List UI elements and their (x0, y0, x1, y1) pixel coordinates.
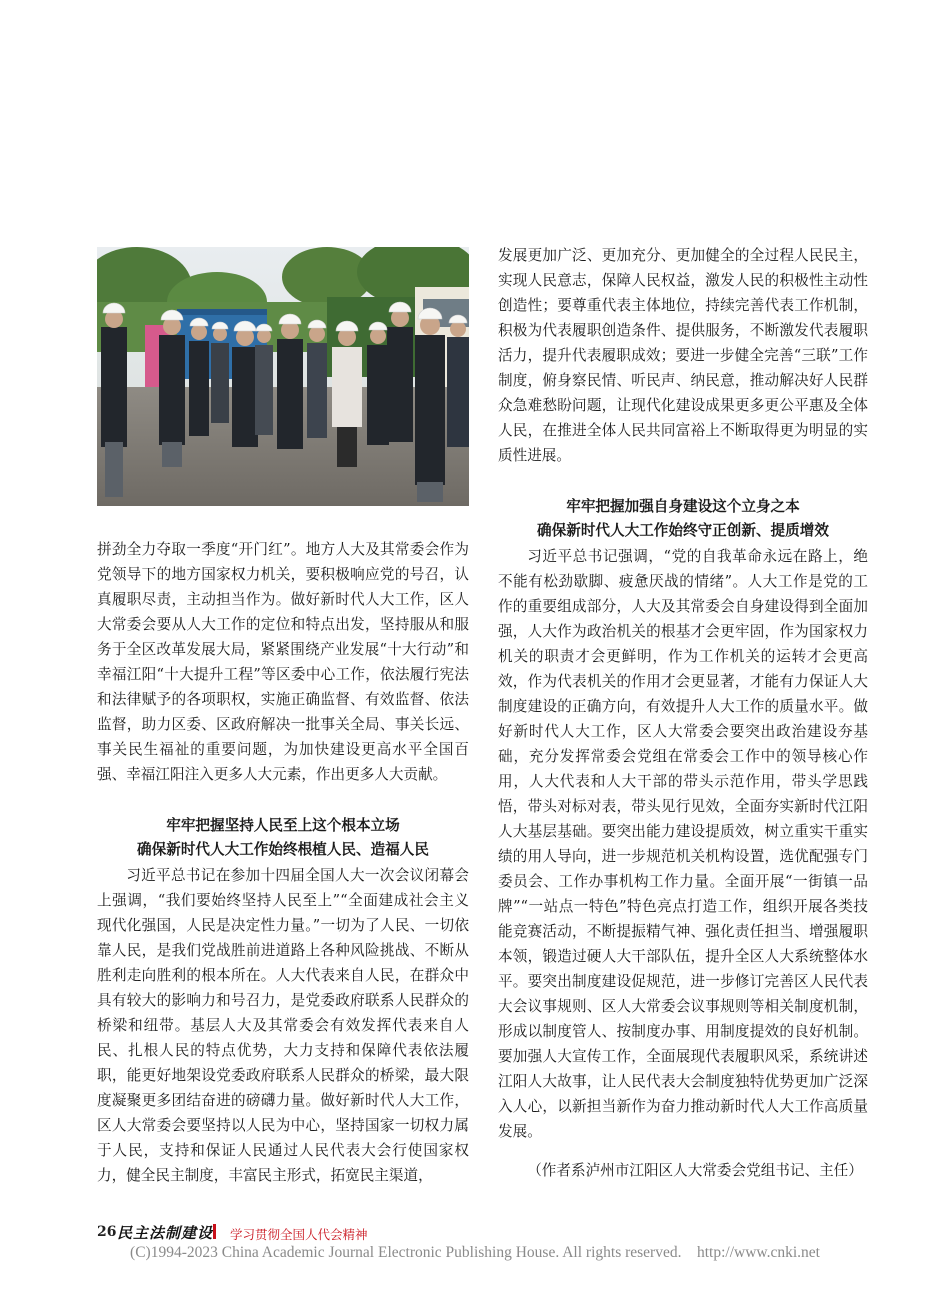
copyright-watermark: (C)1994-2023 China Academic Journal Electronic Publishing House. All rights reserved. http://www.cnki.net (130, 1244, 820, 1261)
magazine-logo: 民主法制建设 (117, 1224, 214, 1242)
site-visit-photo (97, 247, 469, 506)
footer-theme-text: 学习贯彻全国人代会精神 (230, 1227, 368, 1242)
body-paragraph: 习近平总书记在参加十四届全国人大一次会议闭幕会上强调，“我们要始终坚持人民至上”“全面建成社会主义现代化强国，人民是决定性力量。”一切为了人民、一切依靠人民，是我们党战胜前进道路上各种风险挑战、不断从胜利走向胜利的根本所在。人大代表来自人民，在群众中具有较大的影响力和号召力，是党委政府联系人民群众的桥梁和纽带。基层人大及其常委会有效发挥代表来自人民、扎根人民的特点优势，大力支持和保障代表依法履职，能更好地架设党委政府联系人民群众的桥梁，最大限度凝聚更多团结奋进的磅礴力量。做好新时代人大工作，区人大常委会要坚持以人民为中心，坚持国家一切权力属于人民，支持和保证人民通过人民代表大会行使国家权力，健全民主制度，丰富民主形式，拓宽民主渠道， (97, 867, 469, 1184)
left-text-column (97, 537, 469, 1188)
body-paragraph: 发展更加广泛、更加充分、更加健全的全过程人民民主，实现人民意志，保障人民权益，激发人民的积极性主动性创造性；要尊重代表主体地位，持续完善代表工作机制，积极为代表履职创造条件、提供服务，不断激发代表履职活力，提升代表履职成效；要进一步健全完善“三联”工作制度，俯身察民情、听民声、纳民意，推动解决好人民群众急难愁盼问题，让现代化建设成果更多更公平惠及全体人民，在推进全体人民共同富裕上不断取得更为明显的实质性进展。 (498, 247, 868, 464)
section-heading: 确保新时代人大工作始终守正创新、提质增效 (537, 522, 829, 539)
section-heading: 牢牢把握加强自身建设这个立身之本 (566, 498, 800, 515)
body-paragraph: 拼劲全力夺取一季度“开门红”。地方人大及其常委会作为党领导下的地方国家权力机关，要积极响应党的号召，认真履职尽责，主动担当作为。做好新时代人大工作，区人大常委会要从人大工作的定位和特点出发，坚持服从和服务于全区改革发展大局，紧紧围绕产业发展“十大行动”和幸福江阳“十大提升工程”等区委中心工作，依法履行宪法和法律赋予的各项职权，实施正确监督、有效监督、依法监督，助力区委、区政府解决一批事关全局、事关长远、事关民生福祉的重要问题，为加快建设更高水平全国百强、幸福江阳注入更多人大元素，作出更多人大贡献。 (97, 541, 469, 783)
section-heading: 确保新时代人大工作始终根植人民、造福人民 (137, 841, 429, 858)
author-byline: （作者系泸州市江阳区人大常委会党组书记、主任） (527, 1162, 863, 1179)
section-heading: 牢牢把握坚持人民至上这个根本立场 (166, 817, 400, 834)
footer-divider (213, 1224, 216, 1239)
body-paragraph: 习近平总书记强调，“党的自我革命永远在路上，绝不能有松劲歇脚、疲惫厌战的情绪”。人大工作是党的工作的重要组成部分，人大及其常委会自身建设得到全面加强，人大作为政治机关的根基才会更牢固，作为国家权力机关的职责才会更鲜明，作为工作机关的运转才会更高效，作为代表机关的作用才会更显著，才能有力保证人大制度建设的正确方向，有效提升人大工作的质量水平。做好新时代人大工作，区人大常委会要突出政治建设夯基础，充分发挥常委会党组在常委会工作中的领导核心作用，人大代表和人大干部的带头示范作用，带头学思践悟，带头对标对表，带头见行见效，全面夯实新时代江阳人大基层基础。要突出能力建设提质效，树立重实干重实绩的用人导向，进一步规范机关机构设置，选优配强专门委员会、工作办事机构工作力量。全面开展“一街镇一品牌”“一站点一特色”特色亮点打造工作，组织开展各类技能竞赛活动，不断提振精气神、强化责任担当、增强履职本领，锻造过硬人大干部队伍，提升全区人大系统整体水平。要突出制度建设促规范，进一步修订完善区人民代表大会议事规则、区人大常委会议事规则等相关制度机制，形成以制度管人、按制度办事、用制度提效的良好机制。要加强人大宣传工作，全面展现代表履职风采，系统讲述江阳人大故事，让人民代表大会制度独特优势更加广泛深入人心，以新担当新作为奋力推动新时代人大工作高质量发展。 (498, 548, 868, 1140)
page-number: 26 (97, 1224, 117, 1240)
right-text-column (498, 243, 868, 1183)
